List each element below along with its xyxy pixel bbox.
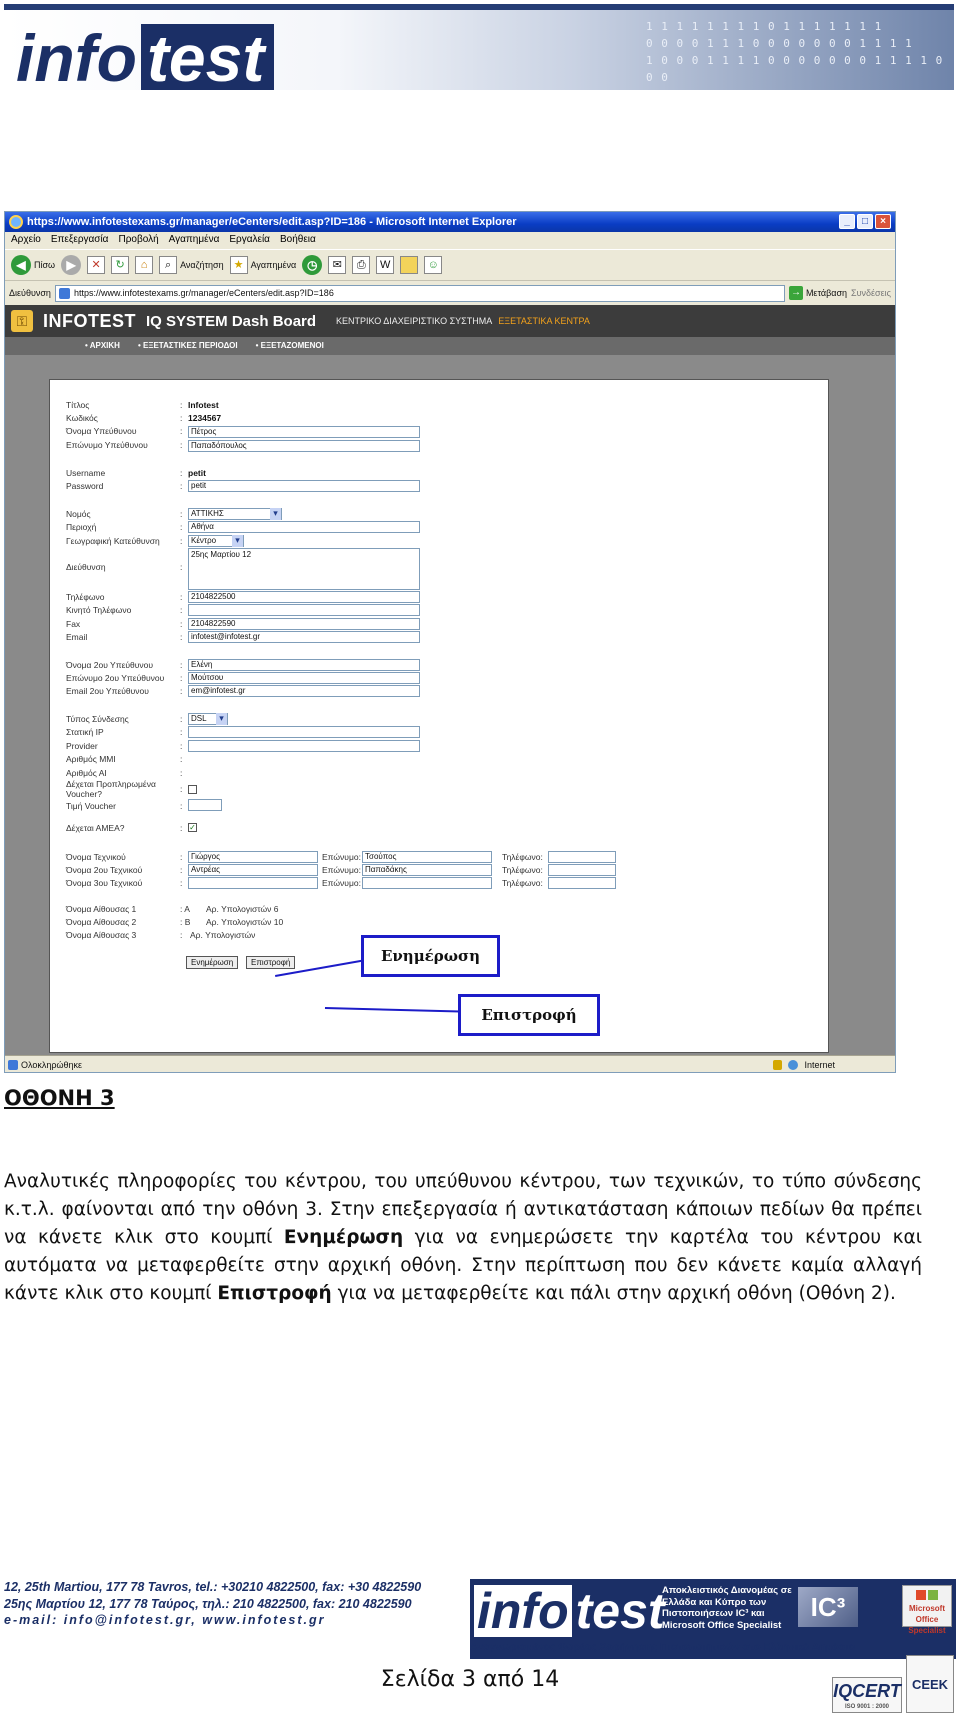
address-input[interactable]: https://www.infotestexams.gr/manager/eCenters/edit.asp?ID=186 (55, 285, 785, 302)
back-button[interactable]: ◀ Πίσω (11, 255, 55, 275)
label-resp2-first: Όνομα 2ου Υπεύθυνου (66, 660, 154, 670)
mail-icon: ✉ (328, 256, 346, 274)
browser-title-bar (5, 212, 895, 232)
label-voucher-2: Voucher? (66, 789, 102, 799)
area-input[interactable]: Αθήνα (188, 521, 420, 533)
value-title: Infotest (188, 400, 219, 410)
messenger-button[interactable] (424, 256, 442, 274)
folder-icon (400, 256, 418, 274)
label-address: Διεύθυνση (66, 562, 106, 572)
label-resp-first: Όνομα Υπεύθυνου (66, 426, 137, 436)
folder-button[interactable] (400, 256, 418, 274)
history-icon: ◷ (302, 255, 322, 275)
tech1-phone-label: Τηλέφωνο: (502, 852, 543, 862)
window-buttons (839, 214, 891, 229)
browser-status-bar (5, 1055, 895, 1073)
key-icon: ⚿ (11, 310, 33, 332)
tech1-first-input[interactable]: Γιώργος (188, 851, 318, 863)
messenger-icon: ☺ (424, 256, 442, 274)
page-done-icon (8, 1060, 18, 1070)
nav-examinees[interactable]: • ΕΞΕΤΑΖΟΜΕΝΟΙ (255, 341, 324, 350)
label-resp-last: Επώνυμο Υπεύθυνου (66, 440, 148, 450)
stop-icon: ✕ (87, 256, 105, 274)
minimize-button[interactable]: _ (839, 214, 855, 229)
room1-code: : A (180, 904, 190, 914)
resp-first-input[interactable]: Πέτρος (188, 426, 420, 438)
label-password: Password (66, 481, 104, 491)
menu-tools[interactable]: Εργαλεία (229, 234, 270, 245)
label-resp2-last: Επώνυμο 2ου Υπεύθυνου (66, 673, 165, 683)
tech3-phone-label: Τηλέφωνο: (502, 878, 543, 888)
room2-count: Αρ. Υπολογιστών 10 (206, 917, 284, 927)
maximize-button[interactable]: □ (857, 214, 873, 229)
edit-center-form: Τίτλος : Infotest Κωδικός : 1234567 Όνομα Υπεύθυνου : Πέτρος Επώνυμο Υπεύθυνου : Παπαδόπουλος Username : petit Password : petit Νομός : ΑΤΤΙΚΗΣ ▾ Περιοχή : Αθήνα Γεωγραφική Κατεύθυνση : Κέντρο ▾ Διεύθυνση : 25ης Μαρτίου 12 Τηλέφωνο : 2104822500 Κινητό Τηλέφωνο : Fax : 2104822590 Email : infotest@infotest.gr Όνομα 2ου Υπεύθυνου : Ελένη Επώνυμο 2ου Υπεύθυνου : Μούτσου Email 2ου Υπεύθυνου : em@infotest.gr Τύπος Σύνδεσης : DSL ▾ Στατική IP : Provider : Αριθμός ΜΜΙ : Αριθμός ΑΙ : Δέχεται Προπληρωμένα Voucher? : Τιμή Voucher : Δέχεται ΑΜΕΑ? : ✓ Όνομα Τεχνικού : Γιώργος Επώνυμο: Τσούπος Τηλέφωνο: Όνομα 2ου Τεχνικού : Αντρέας Επώνυμο: Παπαδάκης Τηλέφωνο: Όνομα 3ου Τεχνικού : Επώνυμο: Τηλέφωνο: Όνομα Αίθουσας 1 : A Αρ. Υπολογιστών 6 Όνομα Αίθουσας 2 : B Αρ. Υπολογιστών 10 Όνομα Αίθουσας 3 : Αρ. Υπολογιστών Ενημέρωση Επιστροφή (49, 379, 829, 1053)
mail-button[interactable] (328, 256, 346, 274)
nav-home[interactable]: • ΑΡΧΙΚΗ (85, 341, 120, 350)
globe-icon (788, 1060, 798, 1070)
tech3-surname-label: Επώνυμο: (322, 878, 361, 888)
status-text: Ολοκληρώθηκε (21, 1060, 83, 1070)
password-input[interactable]: petit (188, 480, 420, 492)
home-icon: ⌂ (135, 256, 153, 274)
label-static-ip: Στατική IP (66, 727, 104, 737)
room3-label: Όνομα Αίθουσας 3 (66, 930, 137, 940)
app-header (5, 305, 895, 337)
refresh-icon: ↻ (111, 256, 129, 274)
tech3-surname-input[interactable] (362, 877, 492, 889)
resp2-email-input[interactable]: em@infotest.gr (188, 685, 420, 697)
tech1-phone-input[interactable] (548, 851, 616, 863)
phone-input[interactable]: 2104822500 (188, 591, 420, 603)
email-input[interactable]: infotest@infotest.gr (188, 631, 420, 643)
address-label: Διεύθυνση (9, 288, 51, 298)
bold-update: Ενημέρωση (283, 1227, 404, 1248)
menu-view[interactable]: Προβολή (118, 234, 159, 245)
footer-contact: e-mail: info@infotest.gr, www.infotest.gr (4, 1613, 326, 1627)
go-arrow-icon: → (790, 287, 801, 298)
tech2-phone-label: Τηλέφωνο: (502, 865, 543, 875)
mos-badge: Microsoft Office Specialist (902, 1585, 952, 1627)
go-button[interactable]: → Μετάβαση (790, 287, 848, 298)
favorites-button[interactable]: ★ Αγαπημένα (230, 256, 297, 274)
print-icon: ⎙ (352, 256, 370, 274)
lock-icon (773, 1060, 782, 1070)
callout-back: Επιστροφή (458, 994, 600, 1036)
label-email: Email (66, 632, 88, 642)
banner-digits: 1 1 1 1 1 1 1 1 0 1 1 1 1 1 1 1 0 0 0 0 1 1 1 0 0 0 0 0 0 0 1 1 1 1 1 0 0 0 1 1 1 1 0 0 0 0 0 0 0 1 1 1 1 0 0 0 (646, 20, 944, 84)
label-area: Περιοχή (66, 522, 97, 532)
logo-info-text: info (16, 21, 137, 90)
address-bar (5, 282, 895, 304)
browser-menu-bar (5, 232, 895, 248)
iqcert-logo: IQCERT ISO 9001 : 2000 (832, 1677, 902, 1713)
conn-type-select[interactable]: DSL ▾ (188, 713, 228, 725)
tech2-phone-input[interactable] (548, 864, 616, 876)
infotest-logo (16, 21, 274, 90)
bold-back: Επιστροφή (217, 1283, 332, 1304)
mobile-input[interactable] (188, 604, 420, 616)
label-voucher-price: Τιμή Voucher (66, 801, 116, 811)
zone-text: Internet (804, 1060, 835, 1070)
label-phone: Τηλέφωνο (66, 592, 105, 602)
tech1-surname-label: Επώνυμο: (322, 852, 361, 862)
label-resp2-email: Email 2ου Υπεύθυνου (66, 686, 149, 696)
resp-last-input[interactable]: Παπαδόπουλος (188, 440, 420, 452)
room1-label: Όνομα Αίθουσας 1 (66, 904, 137, 914)
screen-title: ΟΘΟΝΗ 3 (4, 1086, 115, 1110)
menu-favorites[interactable]: Αγαπημένα (168, 234, 220, 245)
callout-update: Ενημέρωση (361, 935, 500, 977)
print-button[interactable] (352, 256, 370, 274)
region-select[interactable]: Κέντρο ▾ (188, 535, 244, 547)
footer-exclusive-text: Αποκλειστικός Διανομέας σε Ελλάδα και Κύπρο των Πιστοποιήσεων IC³ και Microsoft Office Specialist (662, 1585, 792, 1631)
prefecture-select[interactable]: ΑΤΤΙΚΗΣ ▾ (188, 508, 282, 520)
refresh-button[interactable] (111, 256, 129, 274)
room3-count: Αρ. Υπολογιστών (190, 930, 256, 940)
tech3-phone-input[interactable] (548, 877, 616, 889)
footer-logo: info test (474, 1585, 669, 1637)
footer-accredited: Αναγνωρισμένος Φορέας Χορήγησης Πιστοποιητικών στο Ελληνικό Δημόσιο (470, 1641, 856, 1653)
menu-edit[interactable]: Επεξεργασία (50, 234, 109, 245)
forward-button[interactable] (61, 255, 81, 275)
tech2-first-input[interactable]: Αντρέας (188, 864, 318, 876)
header-banner (4, 4, 954, 90)
label-prefecture: Νομός (66, 509, 91, 519)
banner-top-line (4, 4, 954, 10)
tech1-label: Όνομα Τεχνικού (66, 852, 126, 862)
address-textarea[interactable]: 25ης Μαρτίου 12 (188, 548, 420, 590)
star-icon: ★ (230, 256, 248, 274)
label-fax: Fax (66, 619, 81, 629)
footer-address (4, 1579, 466, 1629)
tech2-label: Όνομα 2ου Τεχνικού (66, 865, 143, 875)
resp2-first-input[interactable]: Ελένη (188, 659, 420, 671)
footer-address-en: 12, 25th Martiou, 177 78 Tavros, tel.: +30210 4822500, fax: +30 4822590 (4, 1580, 422, 1594)
browser-toolbar (5, 249, 895, 281)
label-code: Κωδικός (66, 413, 98, 423)
room2-code: : B (180, 917, 191, 927)
label-ai: Αριθμός ΑΙ (66, 768, 107, 778)
label-region: Γεωγραφική Κατεύθυνση (66, 536, 160, 546)
static-ip-input[interactable] (188, 726, 420, 738)
app-central-title: ΚΕΝΤΡΙΚΟ ΔΙΑΧΕΙΡΙΣΤΙΚΟ ΣΥΣΤΗΜΑ ΕΞΕΤΑΣΤΙΚΑ ΚΕΝΤΡΑ (336, 316, 590, 326)
label-conn-type: Τύπος Σύνδεσης (66, 714, 129, 724)
forward-arrow-icon: ▶ (61, 255, 81, 275)
menu-file[interactable]: Αρχείο (11, 234, 41, 245)
resp2-last-input[interactable]: Μούτσου (188, 672, 420, 684)
label-title: Τίτλος (66, 400, 90, 410)
close-button[interactable]: × (875, 214, 891, 229)
footer-address-gr: 25ης Μαρτίου 12, 177 78 Ταύρος, τηλ.: 210 4822500, fax: 210 4822590 (4, 1596, 412, 1611)
word-icon: W (376, 256, 394, 274)
update-button[interactable]: Ενημέρωση (186, 956, 238, 969)
tech2-surname-label: Επώνυμο: (322, 865, 361, 875)
history-button[interactable] (302, 255, 322, 275)
links-label[interactable]: Συνδέσεις (851, 288, 891, 298)
label-mmi: Αριθμός ΜΜΙ (66, 754, 116, 764)
menu-help[interactable]: Βοήθεια (279, 234, 316, 245)
label-amea: Δέχεται ΑΜΕΑ? (66, 823, 125, 833)
label-provider: Provider (66, 741, 98, 751)
word-button[interactable] (376, 256, 394, 274)
security-zone (773, 1056, 835, 1073)
value-username: petit (188, 468, 206, 478)
back-form-button[interactable]: Επιστροφή (246, 956, 295, 969)
ceek-logo: CEEK (906, 1655, 954, 1713)
voucher-price-input[interactable] (188, 799, 222, 811)
home-button[interactable] (135, 256, 153, 274)
search-button[interactable]: ⌕ Αναζήτηση (159, 256, 223, 274)
app-brand: INFOTEST (43, 310, 136, 331)
search-icon: ⌕ (159, 256, 177, 274)
value-code: 1234567 (188, 413, 222, 423)
app-section-title: ΕΞΕΤΑΣΤΙΚΑ ΚΕΝΤΡΑ (498, 316, 590, 326)
amea-checkbox[interactable]: ✓ (189, 823, 196, 832)
tech1-surname-input[interactable]: Τσούπος (362, 851, 492, 863)
app-nav (5, 337, 895, 355)
label-voucher: Δέχεται Προπληρωμένα (66, 779, 156, 789)
voucher-checkbox[interactable] (188, 785, 197, 794)
label-username: Username (66, 468, 106, 478)
stop-button[interactable] (87, 256, 105, 274)
fax-input[interactable]: 2104822590 (188, 618, 420, 630)
logo-test-text: test (141, 24, 274, 90)
back-arrow-icon: ◀ (11, 255, 31, 275)
page-footer (0, 1575, 960, 1721)
tech2-surname-input[interactable]: Παπαδάκης (362, 864, 492, 876)
page-number: Σελίδα 3 από 14 (380, 1667, 560, 1692)
tech3-first-input[interactable] (188, 877, 318, 889)
provider-input[interactable] (188, 740, 420, 752)
ic3-badge: IC³ (798, 1587, 858, 1627)
nav-exam-periods[interactable]: • ΕΞΕΤΑΣΤΙΚΕΣ ΠΕΡΙΟΔΟΙ (137, 341, 238, 350)
room1-count: Αρ. Υπολογιστών 6 (206, 904, 279, 914)
label-mobile: Κινητό Τηλέφωνο (66, 605, 132, 615)
tech3-label: Όνομα 3ου Τεχνικού (66, 878, 143, 888)
body-paragraph: Αναλυτικές πληροφορίες του κέντρου, του υπεύθυνου κέντρου, των τεχνικών, το τύπο σύνδεσης κ.τ.λ. φαίνονται από την οθόνη 3. Στην επεξεργασία ή αντικατάσταση κάποιων πεδίων θα πρέπει να κάνετε κλικ στο κουμπί Ενημέρωση για να ενημερώσετε την καρτέλα του κέντρου και αυτόματα να μεταφερθείτε στην αρχική οθόνη. Στην περίπτωση που δεν κάνετε καμία αλλαγή κάντε κλικ στο κουμπί Επιστροφή για να μεταφερθείτε και πάλι στην αρχική οθόνη (Οθόνη 2). (4, 1171, 922, 1304)
app-dashboard-title: IQ SYSTEM Dash Board (146, 312, 317, 330)
room2-label: Όνομα Αίθουσας 2 (66, 917, 137, 927)
ie-icon (9, 215, 23, 229)
browser-title: https://www.infotestexams.gr/manager/eCenters/edit.asp?ID=186 - Microsoft Internet Explorer (27, 216, 517, 228)
room3-code: : (180, 930, 183, 940)
